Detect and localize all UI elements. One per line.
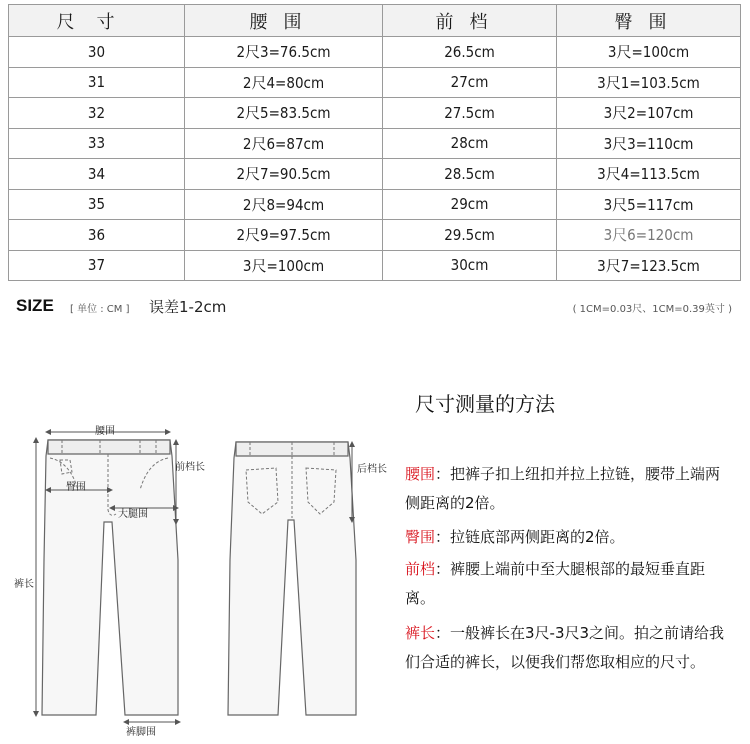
cell-size: 30 (9, 37, 185, 68)
cell-waist: 2尺8=94cm (185, 189, 383, 220)
label-waist: 腰围 (95, 426, 115, 437)
cell-rise: 27.5cm (383, 98, 557, 129)
label-back-rise: 后档长 (357, 464, 387, 475)
table-row (9, 98, 741, 129)
cell-size: 34 (9, 159, 185, 190)
method-item-waist (405, 460, 735, 518)
cell-rise: 28cm (383, 128, 557, 159)
measurement-diagram (0, 410, 387, 744)
cell-waist: 2尺6=87cm (185, 128, 383, 159)
cell-hip: 3尺7=123.5cm (557, 250, 741, 281)
cell-size: 31 (9, 67, 185, 98)
cell-rise: 30cm (383, 250, 557, 281)
method-item-rise (405, 555, 735, 613)
cell-hip: 3尺2=107cm (557, 98, 741, 129)
cell-waist: 2尺9=97.5cm (185, 220, 383, 251)
header-rise: 前档 (383, 5, 557, 37)
table-row (9, 67, 741, 98)
cell-waist: 2尺3=76.5cm (185, 37, 383, 68)
cell-waist: 2尺7=90.5cm (185, 159, 383, 190)
cell-hip: 3尺=100cm (557, 37, 741, 68)
cell-hip: 3尺3=110cm (557, 128, 741, 159)
method-item-hip (405, 523, 735, 552)
cell-size: 35 (9, 189, 185, 220)
size-note (16, 296, 740, 318)
cell-rise: 28.5cm (383, 159, 557, 190)
header-waist: 腰围 (185, 5, 383, 37)
table-row (9, 250, 741, 281)
method-text: ：裤腰上端前中至大腿根部的最短垂直距离。 (405, 560, 706, 607)
cell-hip: 3尺5=117cm (557, 189, 741, 220)
cell-waist: 2尺4=80cm (185, 67, 383, 98)
cell-hip: 3尺1=103.5cm (557, 67, 741, 98)
table-row (9, 159, 741, 190)
cell-waist: 2尺5=83.5cm (185, 98, 383, 129)
method-term: 腰围 (405, 465, 436, 483)
method-item-length (405, 619, 735, 677)
cell-rise: 29.5cm (383, 220, 557, 251)
table-row (9, 189, 741, 220)
front-trousers-outline (42, 440, 178, 715)
size-table (8, 4, 741, 281)
cell-size: 32 (9, 98, 185, 129)
method-text: ：拉链底部两侧距离的2倍。 (435, 528, 625, 546)
unit-label: [ 单位 : CM ] (70, 304, 130, 315)
table-row (9, 128, 741, 159)
table-row (9, 37, 741, 68)
cell-size: 37 (9, 250, 185, 281)
label-hip: 臀围 (66, 482, 86, 493)
label-thigh: 大腿围 (118, 509, 148, 520)
cell-rise: 29cm (383, 189, 557, 220)
method-title: 尺寸测量的方法 (415, 392, 555, 416)
cell-size: 36 (9, 220, 185, 251)
tolerance-label: 误差1-2cm (149, 298, 227, 316)
header-hip: 臀围 (557, 5, 741, 37)
method-text: ：把裤子扣上纽扣并拉上拉链，腰带上端两侧距离的2倍。 (405, 465, 721, 512)
cell-hip: 3尺4=113.5cm (557, 159, 741, 190)
size-label: SIZE (16, 296, 54, 315)
label-length: 裤长 (14, 579, 34, 590)
method-term: 臀围 (405, 528, 436, 546)
header-size: 尺寸 (9, 5, 185, 37)
cell-hip: 3尺6=120cm (557, 220, 741, 251)
cell-rise: 26.5cm (383, 37, 557, 68)
label-hem: 裤脚围 (126, 727, 156, 738)
table-header-row (9, 5, 741, 37)
method-term: 裤长 (405, 624, 436, 642)
label-front-rise: 前档长 (175, 462, 205, 473)
method-term: 前档 (405, 560, 436, 578)
conversion-label: ( 1CM=0.03尺、1CM=0.39英寸 ) (572, 304, 732, 315)
cell-size: 33 (9, 128, 185, 159)
method-text: ：一般裤长在3尺-3尺3之间。拍之前请给我们合适的裤长，以便我们帮您取相应的尺寸。 (405, 624, 725, 671)
cell-waist: 3尺=100cm (185, 250, 383, 281)
cell-rise: 27cm (383, 67, 557, 98)
table-row (9, 220, 741, 251)
